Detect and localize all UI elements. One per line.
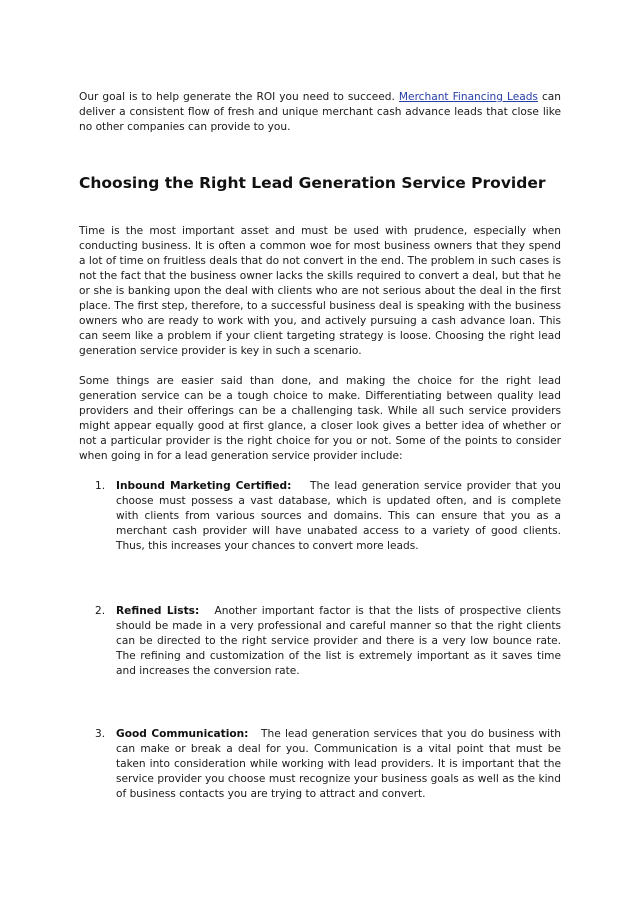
- intro-paragraph: [79, 90, 561, 135]
- list-item-text: The lead generation service provider that you choose must possess a vast database, which is updated often, and is complete with clients from various sources and domains. This can ensure that you as a merchant cash provider will have unabated access to a variety of good clients. Thus, this increases your chances to convert more leads.: [116, 480, 561, 552]
- intro-text-after: can deliver a consistent flow of fresh and unique merchant cash advance leads that close like no other companies can provide to you.: [79, 91, 562, 133]
- list-item-text: The lead generation services that you do business with can make or break a deal for you. Communication is a vital point that must be taken into consideration while working with lead providers. It is important that the service provider you choose must recognize your business goals as well as the kind of business contacts you are trying to attract and convert.: [116, 728, 561, 800]
- list-item-refined-lists: [79, 604, 561, 679]
- list-item-good-communication: [79, 727, 561, 802]
- intro-text-before: Our goal is to help generate the ROI you need to succeed.: [79, 91, 399, 103]
- paragraph-time-asset: Time is the most important asset and must be used with prudence, especially when conducting business. It is often a common woe for most business owners that they spend a lot of time on fruitless deals that do not convert in the end. The problem in such cases is not the fact that the business owner lacks the skills required to convert a deal, but that he or she is banking upon the deal with clients who are not serious about the deal in the first place. The first step, therefore, to a successful business deal is speaking with the business owners who are ready to work with you, and actively pursuing a cash advance loan. This can seem like a problem if your client targeting strategy is loose. Choosing the right lead generation service provider is key in such a scenario.: [79, 225, 561, 357]
- list-number: 3.: [95, 728, 106, 740]
- merchant-financing-leads-link[interactable]: Merchant Financing Leads: [398, 91, 538, 103]
- document-page: [79, 90, 561, 802]
- list-item-title: Good Communication:: [116, 728, 249, 740]
- list-number: 2.: [95, 605, 106, 617]
- section-heading: Choosing the Right Lead Generation Service Provider: [79, 174, 546, 192]
- considerations-list: [79, 479, 561, 802]
- paragraph-easier-said: Some things are easier said than done, and making the choice for the right lead generation service can be a tough choice to make. Differentiating between quality lead providers and their offerings can be a challenging task. While all such service providers might appear equally good at first glance, a closer look gives a better idea of whether or not a particular provider is the right choice for you or not. Some of the points to consider when going in for a lead generation service provider include:: [79, 375, 561, 462]
- list-item-inbound-marketing: [79, 479, 561, 554]
- list-item-text: Another important factor is that the lists of prospective clients should be made in a very professional and careful manner so that the right clients can be directed to the right service provider and there is a very low bounce rate. The refining and customization of the list is extremely important as it saves time and increases the conversion rate.: [116, 605, 561, 677]
- list-item-title: Inbound Marketing Certified:: [116, 480, 292, 492]
- list-item-title: Refined Lists:: [116, 605, 200, 617]
- list-number: 1.: [95, 480, 106, 492]
